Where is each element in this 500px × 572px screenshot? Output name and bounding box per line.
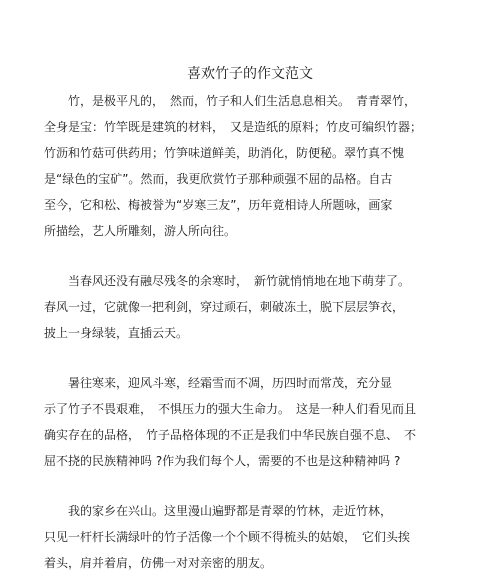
paragraph-2-line-2: 春风一过，它就像一把利剑，穿过顽石，刺破冻土，脱下层层笋衣， [44,300,405,314]
paragraph-4-line-3: 着头，肩并着肩，仿佛一对对亲密的朋友。 [44,556,273,570]
paragraph-1-line-4: 是“绿色的宝矿”。然而，我更欣赏竹子那种顽强不屈的品格。自古 [44,172,393,186]
paragraph-3-line-4: 屈不挠的民族精神吗 ?作为我们每个人，需要的不也是这种精神吗 ? [44,454,401,468]
paragraph-3-line-1: 暑往寒来，迎风斗寒，经霜雪而不凋，历四时而常茂，充分显 [44,376,393,390]
paragraph-1-line-3: 竹沥和竹菇可供药用；竹笋味道鲜美，助消化，防便秘。翠竹真不愧 [44,146,405,160]
paragraph-3-line-3: 确实存在的品格， 竹子品格体现的不正是我们中华民族自强不息、 不 [44,428,417,442]
paragraph-3-line-2: 示了竹子不畏艰难， 不惧压力的强大生命力。 这是一种人们看见而且 [44,402,417,416]
paragraph-4-line-1: 我的家乡在兴山。这里漫山遍野都是青翠的竹林，走近竹林， [44,504,393,518]
paragraph-1-line-6: 所描绘，艺人所雕刻，游人所向往。 [44,224,237,238]
paragraph-2-line-1: 当春风还没有融尽残冬的余寒时， 新竹就悄悄地在地下萌芽了。 [44,274,411,288]
paragraph-2-line-3: 披上一身绿装，直插云天。 [44,326,189,340]
paragraph-1-line-5: 至今，它和松、梅被誉为“岁寒三友”，历年竟相诗人所题咏，画家 [44,198,393,212]
paragraph-1-line-1: 竹，是极平凡的， 然而，竹子和人们生活息息相关。 青青翠竹， [44,94,417,108]
paragraph-4-line-2: 只见一杆杆长满绿叶的竹子活像一个个顾不得梳头的姑娘， 它们头挨 [44,530,411,544]
document-title: 喜欢竹子的作文范文 [187,66,313,82]
paragraph-1-line-2: 全身是宝：竹竿既是建筑的材料， 又是造纸的原料；竹皮可编织竹器； [44,120,423,134]
